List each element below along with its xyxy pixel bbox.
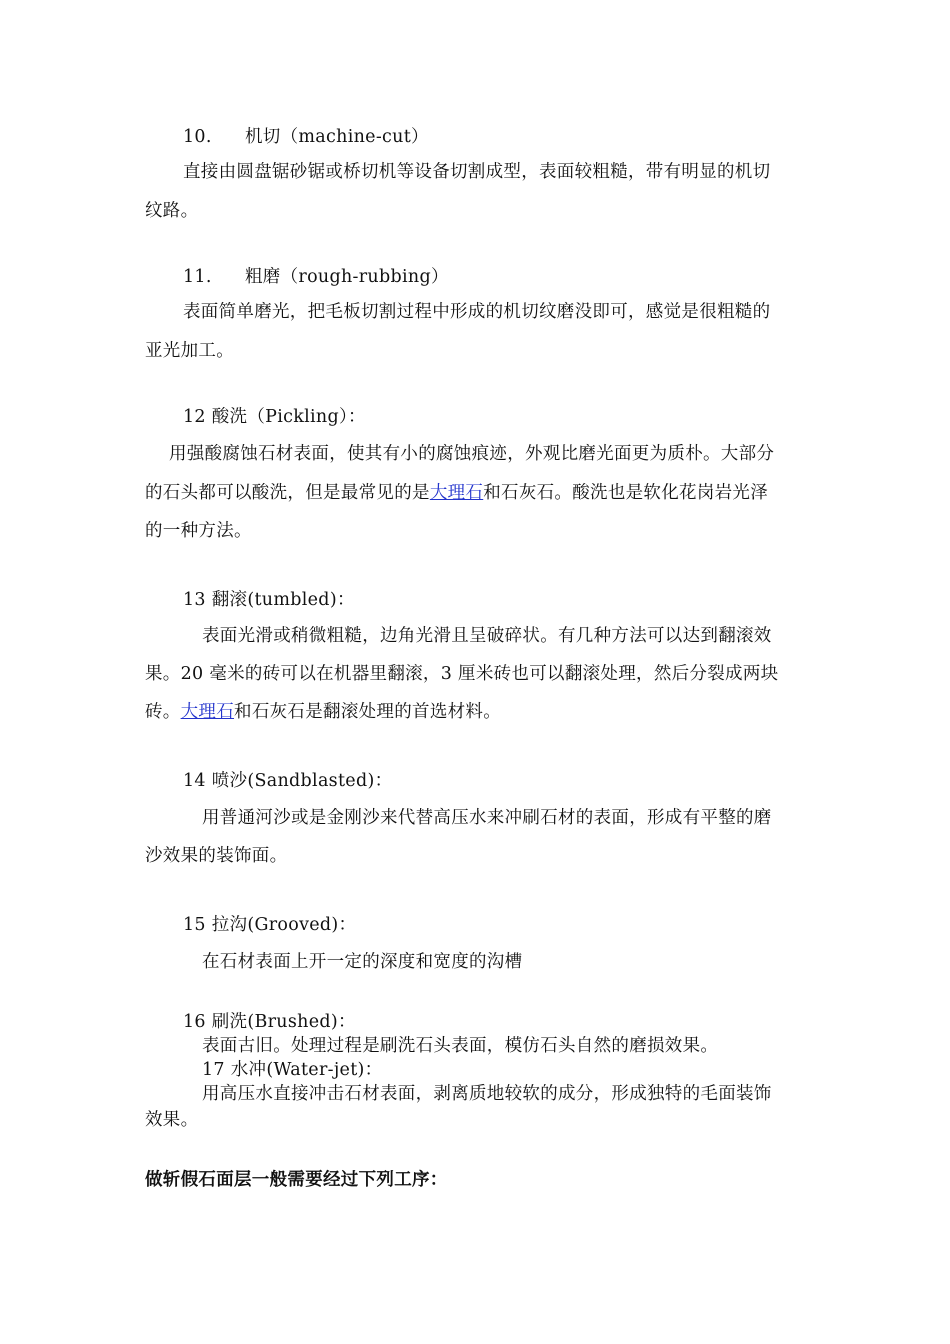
section-heading [183, 265, 449, 289]
section-heading: 13 翻滚(tumbled)： [183, 590, 355, 610]
paragraph-line: 亚光加工。 [145, 341, 234, 361]
text-segment: 的石头都可以酸洗，但是最常见的是 [145, 483, 430, 503]
paragraph-line: 表面光滑或稍微粗糙，边角光滑且呈破碎状。有几种方法可以达到翻滚效 [202, 626, 772, 646]
section-heading: 12 酸洗（Pickling）： [183, 407, 366, 427]
heading-number: 11. [183, 267, 212, 287]
paragraph-line: 用高压水直接冲击石材表面，剥离质地较软的成分，形成独特的毛面装饰 [202, 1084, 772, 1104]
heading-title: 机切（machine-cut） [245, 127, 429, 147]
text-segment: 和石灰石是翻滚处理的首选材料。 [234, 702, 502, 722]
paragraph-line [145, 700, 501, 724]
paragraph-line: 纹路。 [145, 201, 199, 221]
section-heading: 14 喷沙(Sandblasted)： [183, 771, 393, 791]
heading-number: 10. [183, 127, 212, 147]
marble-link[interactable]: 大理石 [429, 483, 484, 503]
paragraph-line: 直接由圆盘锯砂锯或桥切机等设备切割成型，表面较粗糙，带有明显的机切 [183, 162, 771, 182]
paragraph-line: 的一种方法。 [145, 521, 252, 541]
text-segment: 砖。 [145, 702, 181, 722]
paragraph-line: 沙效果的装饰面。 [145, 846, 288, 866]
heading-title: 粗磨（rough-rubbing） [245, 267, 449, 287]
marble-link[interactable]: 大理石 [180, 702, 235, 722]
paragraph-line: 表面古旧。处理过程是刷洗石头表面，模仿石头自然的磨损效果。 [202, 1036, 719, 1056]
section-heading: 15 拉沟(Grooved)： [183, 915, 357, 935]
paragraph-line: 表面简单磨光，把毛板切割过程中形成的机切纹磨没即可，感觉是很粗糙的 [183, 302, 771, 322]
paragraph-line: 效果。 [145, 1110, 199, 1130]
text-segment: 和石灰石。酸洗也是软化花岗岩光泽 [483, 483, 769, 503]
section-heading: 16 刷洗(Brushed)： [183, 1012, 356, 1032]
section-heading: 17 水冲(Water-jet)： [202, 1060, 383, 1080]
paragraph-line: 用普通河沙或是金刚沙来代替高压水来冲刷石材的表面，形成有平整的磨 [202, 808, 772, 828]
paragraph-line: 果。20 毫米的砖可以在机器里翻滚，3 厘米砖也可以翻滚处理，然后分裂成两块 [145, 664, 779, 684]
paragraph-line [145, 481, 768, 505]
closing-heading: 做斩假石面层一般需要经过下列工序： [145, 1170, 448, 1190]
paragraph-line: 在石材表面上开一定的深度和宽度的沟槽 [202, 952, 523, 972]
section-heading [183, 125, 429, 149]
paragraph-line: 用强酸腐蚀石材表面，使其有小的腐蚀痕迹，外观比磨光面更为质朴。大部分 [169, 444, 775, 464]
